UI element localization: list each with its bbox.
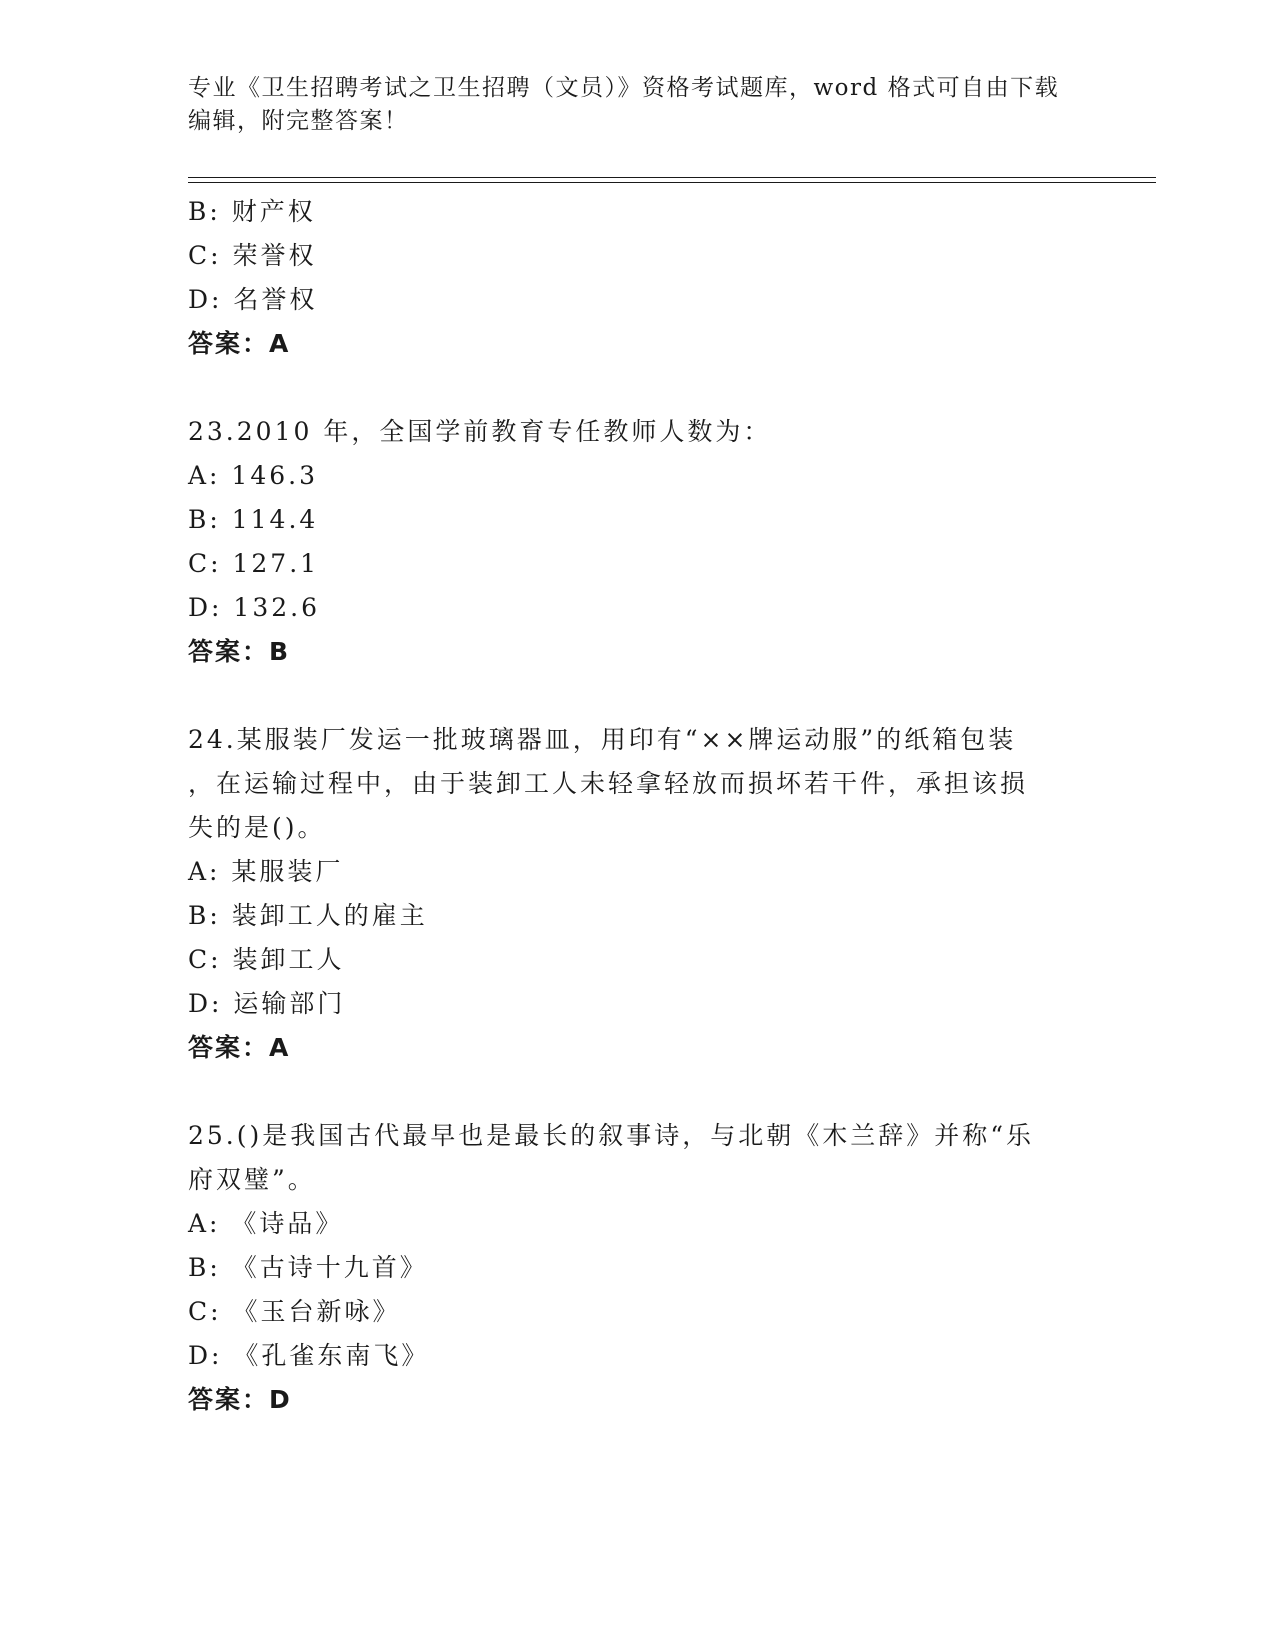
q22-option-d: D: 名誉权 [188,285,318,314]
q23-option-c: C: 127.1 [188,549,320,578]
q24-answer: 答案：A [188,1033,291,1062]
q24-option-d: D: 运输部门 [188,989,346,1018]
q25-option-b: B: 《古诗十九首》 [188,1253,428,1282]
q24-option-b: B: 装卸工人的雇主 [188,901,428,930]
q24-option-c: C: 装卸工人 [188,945,345,974]
q25-stem-line-2: 府双璧”。 [188,1165,316,1194]
header-divider-top [188,177,1156,178]
q25-option-a: A: 《诗品》 [188,1209,344,1238]
q22-answer: 答案：A [188,329,291,358]
q25-answer: 答案：D [188,1385,292,1414]
document-header [188,72,1088,138]
q23-option-b: B: 114.4 [188,505,319,534]
q25-option-c: C: 《玉台新咏》 [188,1297,401,1326]
q23-stem: 23.2010 年，全国学前教育专任教师人数为： [188,417,772,446]
q24-stem-line-2: ，在运输过程中，由于装卸工人未轻拿轻放而损坏若干件，承担该损 [188,769,1029,798]
q24-option-a: A: 某服装厂 [188,857,344,886]
q24-stem-line-1: 24.某服装厂发运一批玻璃器皿，用印有“××牌运动服”的纸箱包装 [188,725,1017,754]
q23-option-d: D: 132.6 [188,593,320,622]
header-line-1: 专业《卫生招聘考试之卫生招聘（文员）》资格考试题库，word 格式可自由下载 [188,75,1060,101]
header-line-2: 编辑，附完整答案！ [188,108,409,134]
q25-option-d: D: 《孔雀东南飞》 [188,1341,430,1370]
q22-option-b: B: 财产权 [188,197,316,226]
q25-stem-line-1: 25.()是我国古代最早也是最长的叙事诗，与北朝《木兰辞》并称“乐 [188,1121,1035,1150]
q23-option-a: A: 146.3 [188,461,318,490]
q23-answer: 答案：B [188,637,291,666]
header-divider-bottom [188,182,1156,183]
q24-stem-line-3: 失的是()。 [188,813,326,842]
q22-option-c: C: 荣誉权 [188,241,317,270]
